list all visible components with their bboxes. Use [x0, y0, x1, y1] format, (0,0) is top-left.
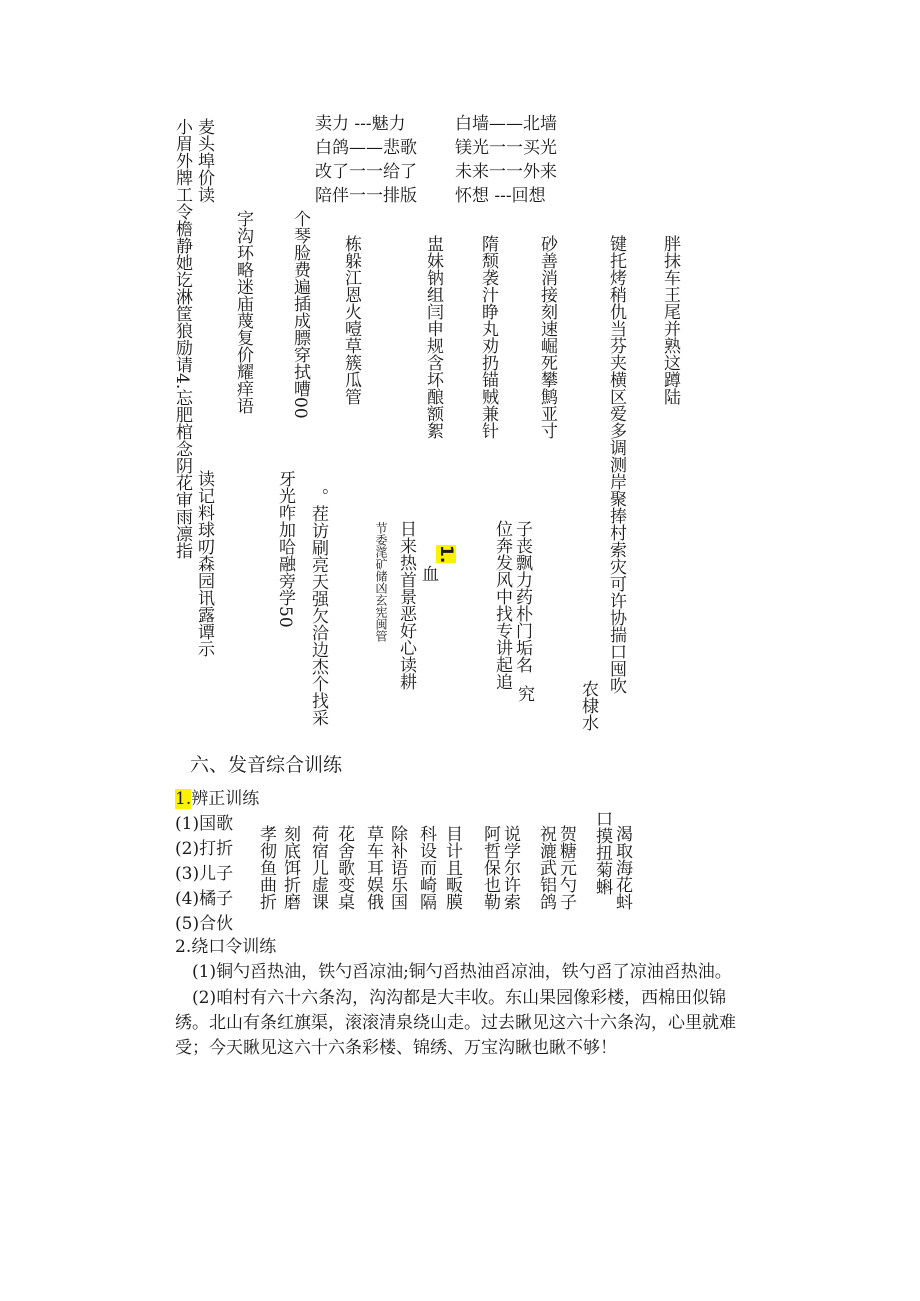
vertical-column: 麦头埠价读 [194, 118, 214, 203]
drill-column: 渴取海花蚪 [612, 825, 632, 910]
drill-column: 花舍歌变桌 [334, 825, 354, 910]
vertical-column: 农棣水 [578, 680, 598, 731]
vertical-column: 究 [514, 685, 534, 702]
vertical-column: 键托烤稍仇当芬夹横区爱多调测岸聚捧村索灾可许协揣口囤吹 [606, 235, 626, 694]
section-title: 六、发音综合训练 [190, 754, 343, 776]
drill-column: 目计且畈膜 [442, 825, 462, 910]
vertical-column: 位奔发风中找专讲起追 [492, 520, 512, 690]
drill-items [175, 812, 233, 937]
pairs-right [455, 112, 557, 208]
paragraph-line: 受；今天瞅见这六十六条彩楼、锦绣、万宝沟瞅也瞅不够！ [175, 1038, 617, 1058]
pair-item: 改了一一给了 [315, 162, 417, 182]
drill-column: 科设而崎隔 [416, 825, 436, 910]
paragraph-line: 绣。北山有条红旗渠，滚滚清泉绕山走。过去瞅见这六十六条沟，心里就难 [175, 1013, 736, 1033]
vertical-column: 小眉外牌工令檐静她讫淋筐狼励请4.忘肥棺念阴花审雨凛指 [172, 118, 192, 560]
drill-item: (2)打折 [175, 839, 234, 859]
drill-column: 说学尔许索 [500, 825, 520, 910]
pair-item: 怀想 ---回想 [455, 186, 546, 206]
highlight-mark: 1. [175, 789, 192, 809]
subsection-heading: 2.绕口令训练 [175, 937, 277, 957]
drill-column: 除补语乐国 [387, 825, 407, 910]
vertical-column: 胖抹车王尾并熟这蹲陆 [660, 235, 680, 405]
vertical-column: 牙光咋加哈融旁学50 [275, 470, 295, 628]
vertical-column: 读记料球叨森园讯露谭示 [194, 470, 214, 657]
vertical-column: 盅妹钠组闫申规含坏酿额絮 [423, 235, 443, 439]
vertical-column: 隋颓袭汁睁丸劝扔锚贼兼针 [478, 235, 498, 439]
pair-item: 陪伴一一排版 [315, 186, 417, 206]
pair-item: 镁光一一买光 [455, 138, 557, 158]
drill-item: (3)儿子 [175, 864, 234, 884]
vertical-column: 日来热首景恶好心读耕 [396, 520, 416, 690]
vertical-column: 。茬访刷亮天强欠洽边杰个找采 [308, 488, 328, 726]
vertical-column: 个琴脸费遍插成膘穿拭嘈00 [290, 210, 310, 419]
pair-item: 卖力 ---魅力 [315, 114, 406, 134]
drill-column: 荷宿儿虚课 [308, 825, 328, 910]
pair-item: 未来一一外来 [455, 162, 557, 182]
drill-item: (4)橘子 [175, 889, 234, 909]
pair-item: 白墙——北墙 [455, 114, 557, 134]
subsection-heading [175, 787, 259, 811]
drill-column: 阿哲保也勒 [480, 825, 500, 910]
tongue-twister: (1)铜勺舀热油，铁勺舀凉油;铜勺舀热油舀凉油，铁勺舀了凉油舀热油。 [192, 962, 732, 982]
paragraph-line: (2)咱村有六十六条沟，沟沟都是大丰收。东山果园像彩楼，西棉田似锦 [192, 988, 727, 1008]
vertical-column: 字沟环略迷庙蔑复价耀痒语 [233, 210, 253, 414]
pairs-left [315, 112, 417, 208]
pair-item: 白鸽——悲歌 [315, 138, 417, 158]
vertical-column: 砂善消接刻速崛死攀鹪亚寸 [537, 235, 557, 439]
drill-item: (5)合伙 [175, 914, 234, 934]
vertical-column: 栋躲江恩火噎草簇瓜管 [341, 235, 361, 405]
drill-item: (1)国歌 [175, 814, 234, 834]
subsection-label: 辨正训练 [191, 789, 260, 809]
vertical-column: 血 [418, 565, 438, 582]
highlight-mark: 1. [436, 545, 456, 564]
vertical-column [436, 545, 456, 563]
drill-column: 贺糖元勺子 [556, 825, 576, 910]
vertical-column: 节委滗矿储凶玄宪闽管 [374, 522, 388, 642]
drill-column: 草车耳娱俄 [363, 825, 383, 910]
drill-column: 孝彻鱼曲折 [256, 825, 276, 910]
drill-column: 口摸扭菊蝌 [592, 810, 612, 895]
vertical-column: 子丧飘力药朴门垢名 [512, 520, 532, 673]
tongue-twister [175, 986, 775, 1061]
drill-column: 刻底饵折磨 [280, 825, 300, 910]
drill-column: 祝漉武铝鸽 [536, 825, 556, 910]
